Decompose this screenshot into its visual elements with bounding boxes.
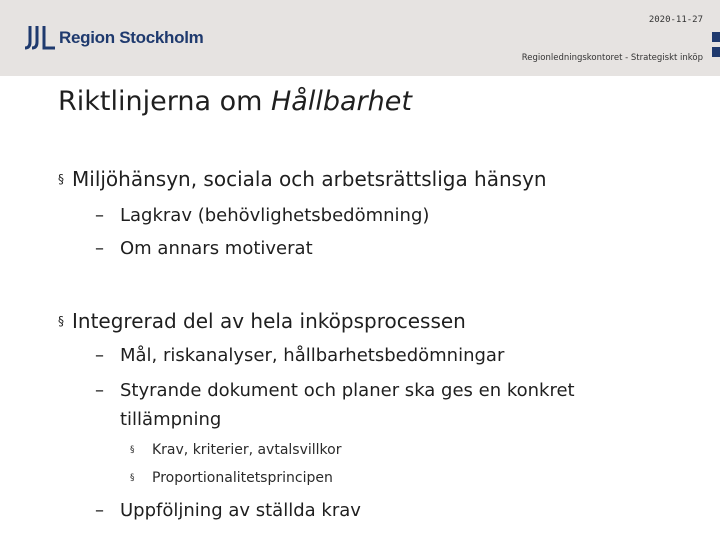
logo-text: Region Stockholm [59,28,204,47]
bullet-level3 [130,442,341,458]
side-mark [712,47,720,57]
bullet-level2 [95,345,504,366]
side-mark [712,32,720,42]
bullet-text: Krav, kriterier, avtalsvillkor [152,442,342,458]
bullet-continuation: tillämpning [120,409,222,430]
region-stockholm-logo [25,24,203,52]
bullet-level2 [95,500,361,521]
bullet-text: Proportionalitetsprincipen [152,470,333,486]
bullet-text: Uppföljning av ställda krav [120,500,361,521]
dash-marker: – [95,205,104,226]
bullet-text: Integrerad del av hela inköpsprocessen [72,309,466,333]
dash-marker: – [95,238,104,259]
title-plain: Riktlinjerna om [58,86,271,117]
dash-marker: – [95,500,104,521]
bullet-text: Lagkrav (behövlighetsbedömning) [120,205,430,226]
slide-date: 2020-11-27 [648,15,703,25]
bullet-text: Miljöhänsyn, sociala och arbetsrättsliga hänsyn [72,167,547,191]
title-italic: Hållbarhet [270,86,412,117]
bullet-level3 [130,470,333,486]
bullet-text: Mål, riskanalyser, hållbarhetsbedömningar [120,345,505,366]
bullet-level2 [95,205,429,226]
bullet-marker: § [58,314,64,328]
bullet-level1 [58,167,547,191]
bullet-text: Om annars motiverat [120,238,313,259]
dash-marker: – [95,380,104,401]
bullet-marker: § [130,445,135,455]
slide-header [0,0,720,76]
region-logo-icon [25,26,55,50]
side-marks [712,32,720,62]
bullet-text: Styrande dokument och planer ska ges en konkret [120,380,575,401]
bullet-marker: § [58,172,64,186]
department-label: Regionledningskontoret - Strategiskt inköp [521,53,703,63]
bullet-level2 [95,380,575,401]
bullet-level1 [58,309,466,333]
bullet-level2 [95,238,313,259]
bullet-marker: § [130,473,135,483]
slide-title [58,86,412,117]
dash-marker: – [95,345,104,366]
